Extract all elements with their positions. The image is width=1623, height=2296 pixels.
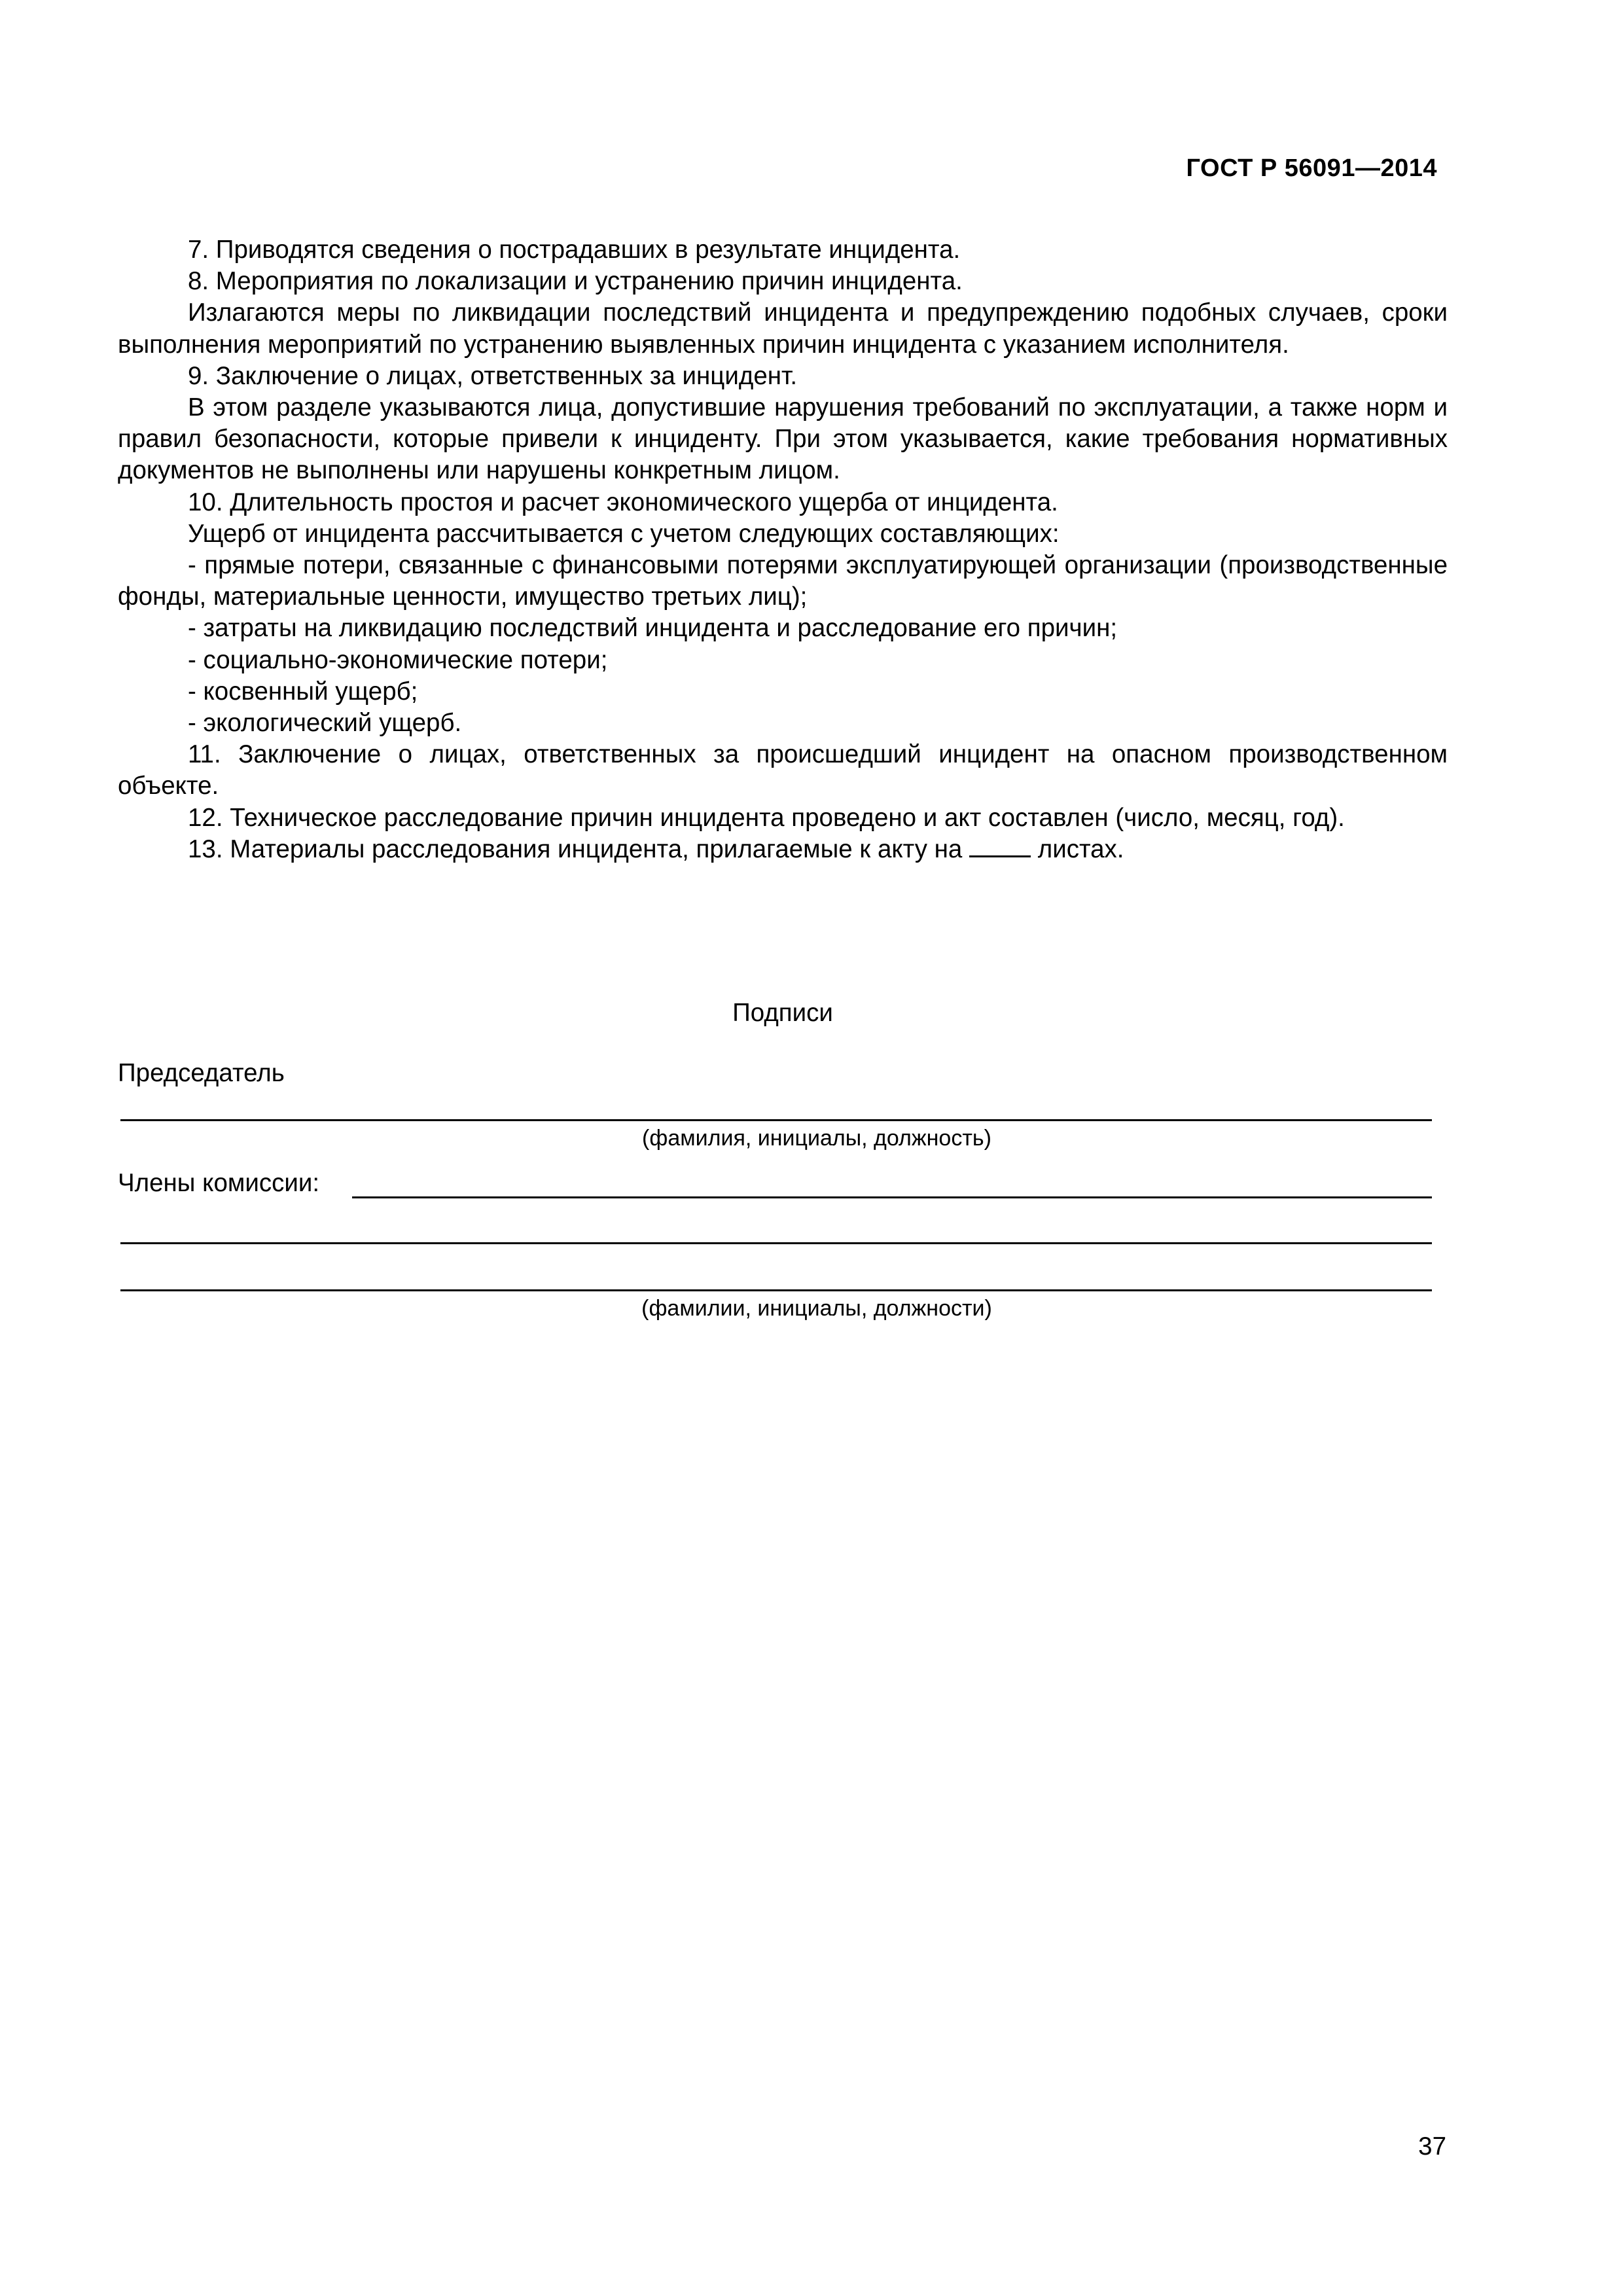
paragraph-item-12: 12. Техническое расследование причин инцидента проведено и акт составлен (число, месяц, год). (188, 803, 1345, 832)
chairman-caption: (фамилия, инициалы, должность) (642, 1126, 991, 1151)
list-item-indirect: - косвенный ущерб; (188, 677, 418, 706)
member-signature-line-1[interactable] (352, 1196, 1432, 1198)
paragraph-item-10: 10. Длительность простоя и расчет экономического ущерба от инцидента. (188, 488, 1058, 516)
item-13-suffix: листах. (1031, 834, 1124, 863)
page-number: 37 (1418, 2132, 1446, 2161)
list-item-liquidation-costs: - затраты на ликвидацию последствий инцидента и расследование его причин; (188, 614, 1118, 643)
paragraph-item-13 (118, 834, 1448, 865)
paragraph-item-7: 7. Приводятся сведения о пострадавших в результате инцидента. (188, 236, 961, 264)
members-caption: (фамилии, инициалы, должности) (641, 1296, 992, 1321)
item-13-text: 13. Материалы расследования инцидента, прилагаемые к акту на (188, 834, 970, 863)
document-body (118, 234, 1448, 865)
member-signature-line-2[interactable] (120, 1242, 1432, 1244)
list-item-socio-economic: - социально-экономические потери; (188, 645, 608, 674)
signatures-heading: Подписи (732, 999, 833, 1027)
list-item-direct-losses: - прямые потери, связанные с финансовыми потерями эксплуатирующей организации (производственные фонды, материальные ценности, имущество третьих лиц); (118, 551, 1448, 611)
sheet-count-blank[interactable] (969, 836, 1031, 857)
paragraph-item-11: 11. Заключение о лицах, ответственных за происшедший инцидент на опасном производственном объекте. (118, 740, 1448, 800)
paragraph-item-8: 8. Мероприятия по локализации и устранению причин инцидента. (188, 267, 963, 296)
chairman-label: Председатель (118, 1059, 285, 1087)
paragraph-measures: Излагаются меры по ликвидации последствий инцидента и предупреждению подобных случаев, сроки выполнения мероприятий по устранению выявленных причин инцидента с указанием исполнителя. (118, 298, 1448, 359)
standard-header: ГОСТ Р 56091—2014 (1186, 154, 1437, 182)
member-signature-line-3[interactable] (120, 1289, 1432, 1291)
chairman-signature-line[interactable] (120, 1119, 1432, 1121)
paragraph-item-9: 9. Заключение о лицах, ответственных за инцидент. (188, 361, 798, 390)
members-label: Члены комиссии: (118, 1169, 320, 1197)
list-item-ecological: - экологический ущерб. (188, 709, 462, 738)
paragraph-responsible: В этом разделе указываются лица, допустившие нарушения требований по эксплуатации, а также норм и правил безопасности, которые привели к инциденту. При этом указывается, какие требования нормативных документов не выполнены или нарушены конкретным лицом. (118, 393, 1448, 485)
paragraph-damage-intro: Ущерб от инцидента рассчитывается с учетом следующих составляющих: (188, 519, 1060, 548)
